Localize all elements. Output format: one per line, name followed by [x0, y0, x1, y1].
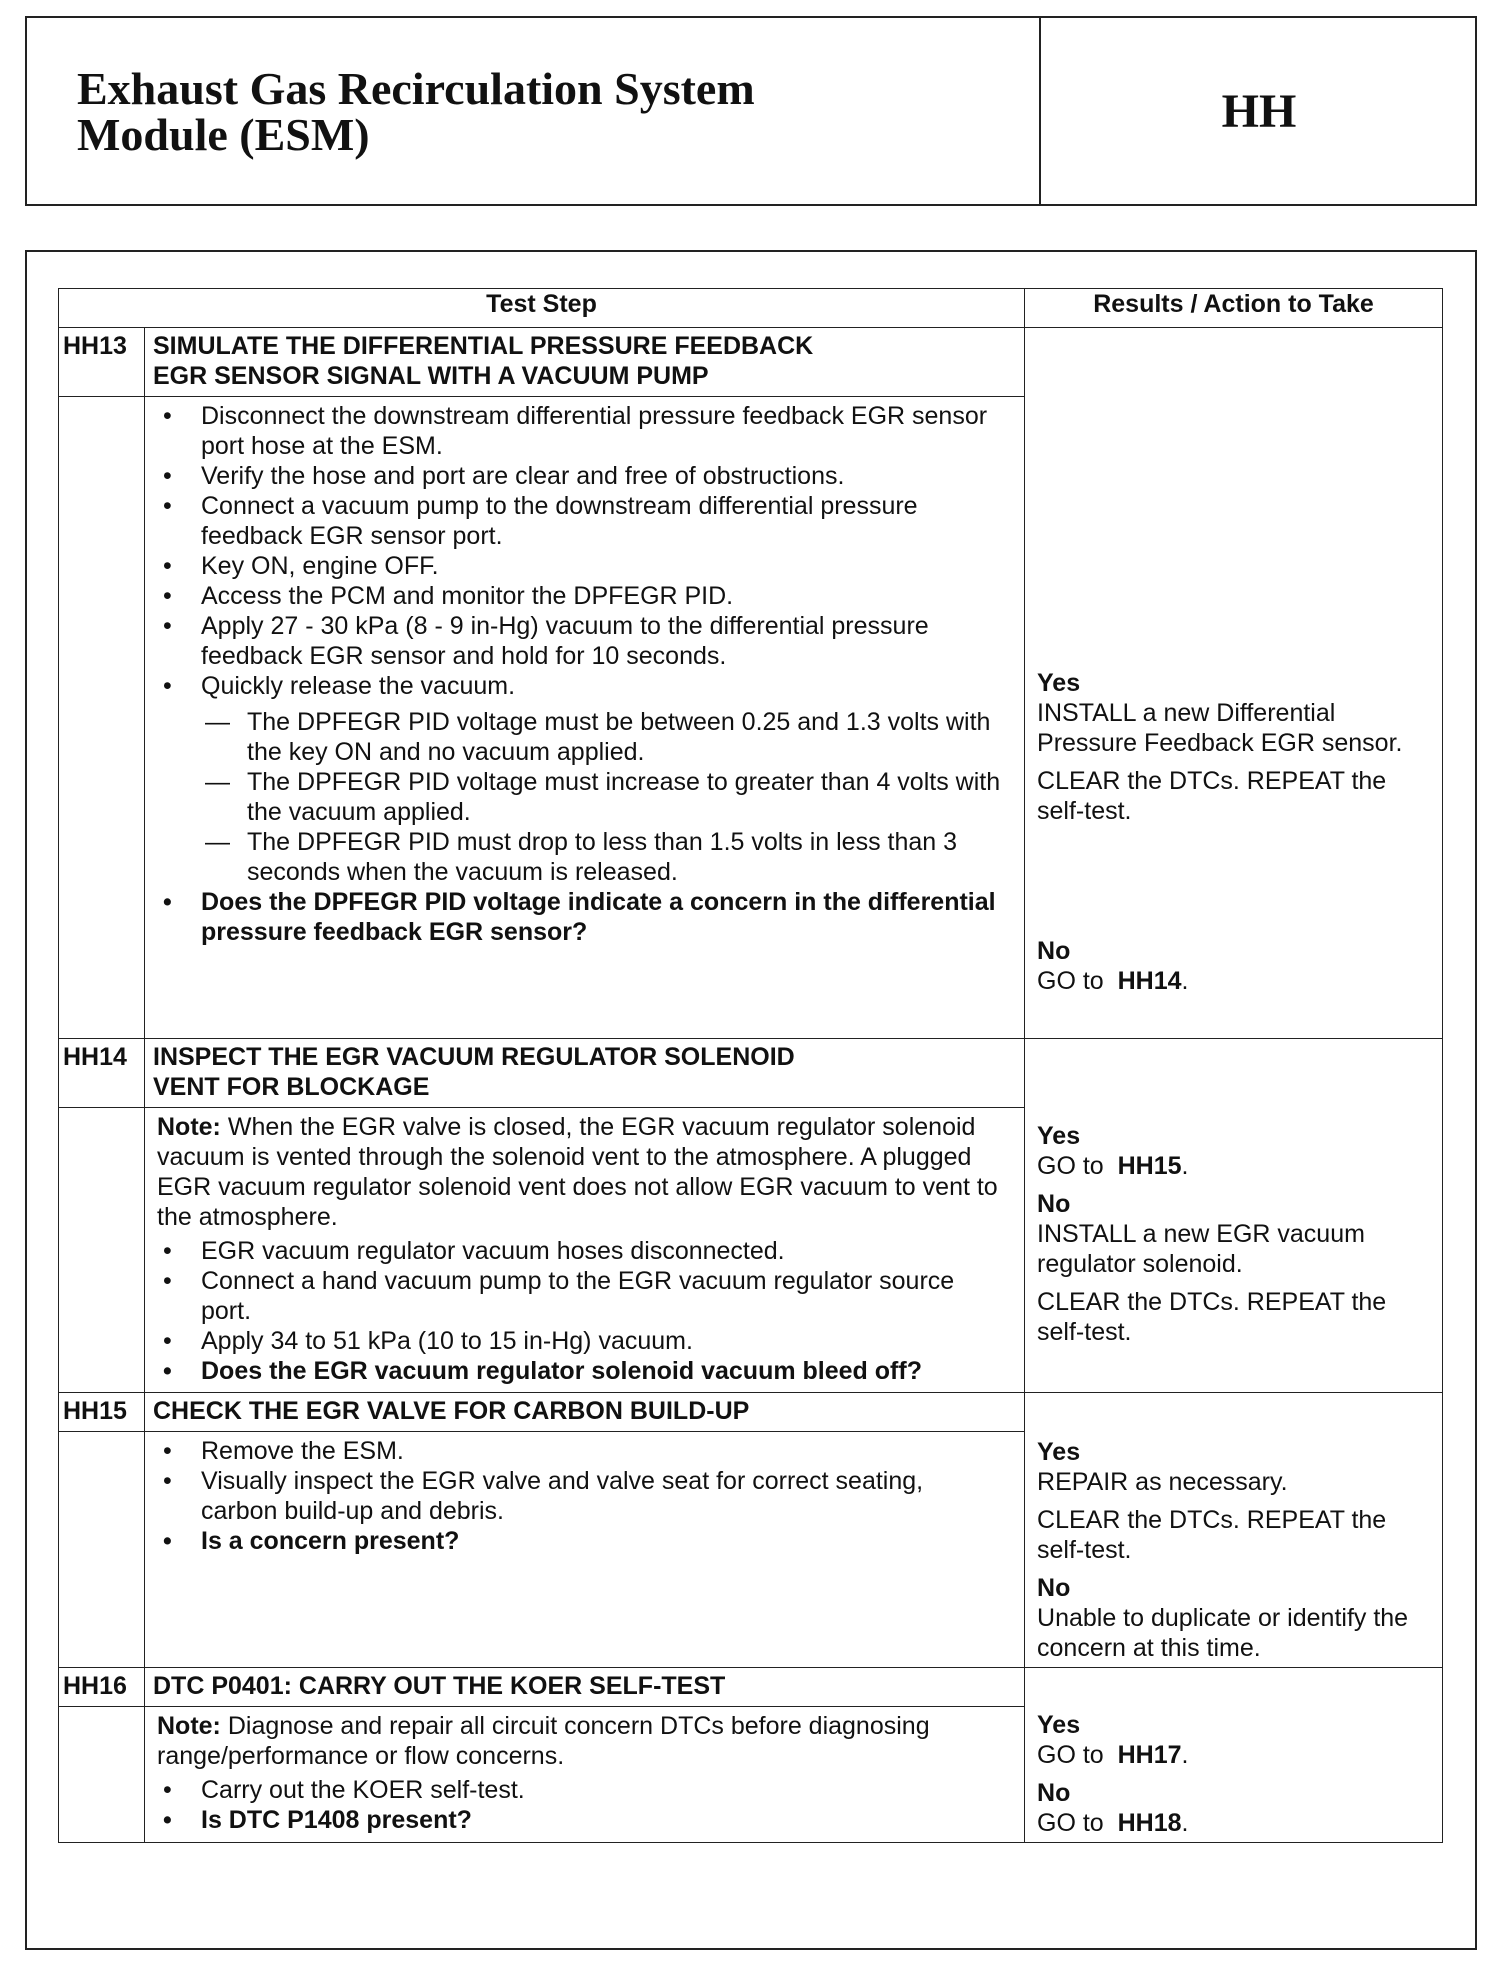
list-item: — The DPFEGR PID voltage must increase to greater than 4 volts with the vacuum applied. — [157, 767, 1004, 827]
column-header-test-step: Test Step — [59, 289, 1025, 328]
go-to-step-code: HH18 — [1117, 1809, 1182, 1837]
list-item: • Quickly release the vacuum. — [157, 671, 1004, 701]
note-text: Diagnose and repair all circuit concern DTCs before diagnosing range/performance or flow concerns. — [157, 1712, 930, 1770]
period: . — [1181, 1152, 1189, 1180]
step-title: DTC P0401: CARRY OUT THE KOER SELF-TEST — [145, 1668, 1025, 1707]
step-question-list — [157, 887, 1004, 947]
no-label: No — [1037, 937, 1071, 965]
header-box — [25, 16, 1477, 206]
step-hh14-title-row — [59, 1039, 1443, 1108]
go-to-step-code: HH14 — [1117, 967, 1182, 995]
step-hh14-body — [145, 1108, 1025, 1393]
step-hh15-body — [145, 1432, 1025, 1668]
column-header-results: Results / Action to Take — [1025, 289, 1443, 328]
no-label: No — [1037, 1574, 1071, 1602]
yes-label: Yes — [1037, 1438, 1081, 1466]
no-action-2: CLEAR the DTCs. REPEAT the self-test. — [1037, 1288, 1387, 1346]
note-text: When the EGR valve is closed, the EGR vacuum regulator solenoid vacuum is vented through the solenoid vent to the atmosphere. A plugged EGR vacuum regulator solenoid vent does not allow EGR vacuum to vent to the atmosphere. — [157, 1113, 998, 1231]
yes-label: Yes — [1037, 669, 1081, 697]
list-item: • Carry out the KOER self-test. — [157, 1775, 1004, 1805]
step-title: CHECK THE EGR VALVE FOR CARBON BUILD-UP — [145, 1393, 1025, 1432]
step-number-blank — [59, 1432, 145, 1668]
step-number-blank — [59, 397, 145, 1039]
yes-action-2: CLEAR the DTCs. REPEAT the self-test. — [1037, 1506, 1387, 1564]
yes-label: Yes — [1037, 1711, 1081, 1739]
section-code: HH — [1221, 84, 1297, 138]
step-title-line2: EGR SENSOR SIGNAL WITH A VACUUM PUMP — [153, 362, 709, 390]
yes-action: REPAIR as necessary. — [1037, 1468, 1288, 1496]
step-number-blank — [59, 1707, 145, 1843]
step-number: HH13 — [59, 328, 145, 397]
page-title-line1: Exhaust Gas Recirculation System — [77, 63, 755, 114]
test-step-table — [58, 288, 1443, 1843]
list-item: • Verify the hose and port are clear and free of obstructions. — [157, 461, 1004, 491]
step-question: • Does the DPFEGR PID voltage indicate a concern in the differential pressure feedback EGR sensor? — [157, 887, 1004, 947]
go-to-text: GO to — [1037, 967, 1104, 995]
no-action — [1037, 966, 1430, 996]
period: . — [1181, 1741, 1189, 1769]
list-item: • Remove the ESM. — [157, 1436, 1004, 1466]
step-number-blank — [59, 1108, 145, 1393]
no-label: No — [1037, 1779, 1071, 1807]
go-to-text: GO to — [1037, 1741, 1104, 1769]
step-title-line1: INSPECT THE EGR VACUUM REGULATOR SOLENOID — [153, 1043, 795, 1071]
no-label: No — [1037, 1190, 1071, 1218]
step-hh13-results — [1025, 328, 1443, 1039]
step-number: HH15 — [59, 1393, 145, 1432]
yes-action: INSTALL a new Differential Pressure Feedback EGR sensor. — [1037, 699, 1403, 757]
list-item: • Apply 34 to 51 kPa (10 to 15 in-Hg) vacuum. — [157, 1326, 1004, 1356]
period: . — [1181, 967, 1189, 995]
no-action — [1037, 1808, 1430, 1838]
step-number: HH16 — [59, 1668, 145, 1707]
no-action: INSTALL a new EGR vacuum regulator solenoid. — [1037, 1220, 1365, 1278]
list-item: — The DPFEGR PID must drop to less than 1.5 volts in less than 3 seconds when the vacuum is released. — [157, 827, 1004, 887]
go-to-text: GO to — [1037, 1152, 1104, 1180]
step-note — [157, 1112, 1004, 1232]
list-item: • Connect a vacuum pump to the downstream differential pressure feedback EGR sensor port. — [157, 491, 1004, 551]
step-hh16-body — [145, 1707, 1025, 1843]
yes-label: Yes — [1037, 1122, 1081, 1150]
step-question: • Does the EGR vacuum regulator solenoid vacuum bleed off? — [157, 1356, 1004, 1386]
list-item: — The DPFEGR PID voltage must be between 0.25 and 1.3 volts with the key ON and no vacuum applied. — [157, 707, 1004, 767]
list-item: • Disconnect the downstream differential pressure feedback EGR sensor port hose at the ESM. — [157, 401, 1004, 461]
go-to-step-code: HH15 — [1117, 1152, 1182, 1180]
step-bullets — [157, 1436, 1004, 1556]
list-item: • Access the PCM and monitor the DPFEGR PID. — [157, 581, 1004, 611]
no-action: Unable to duplicate or identify the concern at this time. — [1037, 1604, 1409, 1662]
step-hh14-results — [1025, 1039, 1443, 1393]
step-hh16-results — [1025, 1668, 1443, 1843]
step-bullets — [157, 1775, 1004, 1835]
step-hh15-results — [1025, 1393, 1443, 1668]
page-title-line2: Module (ESM) — [77, 109, 370, 160]
go-to-step-code: HH17 — [1117, 1741, 1182, 1769]
step-question: • Is a concern present? — [157, 1526, 1004, 1556]
list-item: • Key ON, engine OFF. — [157, 551, 1004, 581]
list-item: • EGR vacuum regulator vacuum hoses disconnected. — [157, 1236, 1004, 1266]
step-hh13-body — [145, 397, 1025, 1039]
period: . — [1181, 1809, 1189, 1837]
step-note — [157, 1711, 1004, 1771]
note-label: Note: — [157, 1712, 221, 1740]
step-dash-list — [157, 707, 1004, 887]
step-title-line1: SIMULATE THE DIFFERENTIAL PRESSURE FEEDBACK — [153, 332, 814, 360]
step-hh16-title-row — [59, 1668, 1443, 1707]
step-number: HH14 — [59, 1039, 145, 1108]
yes-action — [1037, 1740, 1430, 1770]
step-title — [145, 328, 1025, 397]
go-to-text: GO to — [1037, 1809, 1104, 1837]
step-hh15-title-row — [59, 1393, 1443, 1432]
step-question: • Is DTC P1408 present? — [157, 1805, 1004, 1835]
list-item: • Apply 27 - 30 kPa (8 - 9 in-Hg) vacuum to the differential pressure feedback EGR sensor and hold for 10 seconds. — [157, 611, 1004, 671]
step-bullets — [157, 1236, 1004, 1386]
list-item: • Connect a hand vacuum pump to the EGR vacuum regulator source port. — [157, 1266, 1004, 1326]
step-hh13-title-row — [59, 328, 1443, 397]
step-title — [145, 1039, 1025, 1108]
step-bullets — [157, 401, 1004, 701]
yes-action-2: CLEAR the DTCs. REPEAT the self-test. — [1037, 767, 1387, 825]
page-title — [77, 63, 1037, 160]
table-header-row — [59, 289, 1443, 328]
yes-action — [1037, 1151, 1430, 1181]
note-label: Note: — [157, 1113, 221, 1141]
list-item: • Visually inspect the EGR valve and valve seat for correct seating, carbon build-up and debris. — [157, 1466, 1004, 1526]
step-title-line2: VENT FOR BLOCKAGE — [153, 1073, 430, 1101]
